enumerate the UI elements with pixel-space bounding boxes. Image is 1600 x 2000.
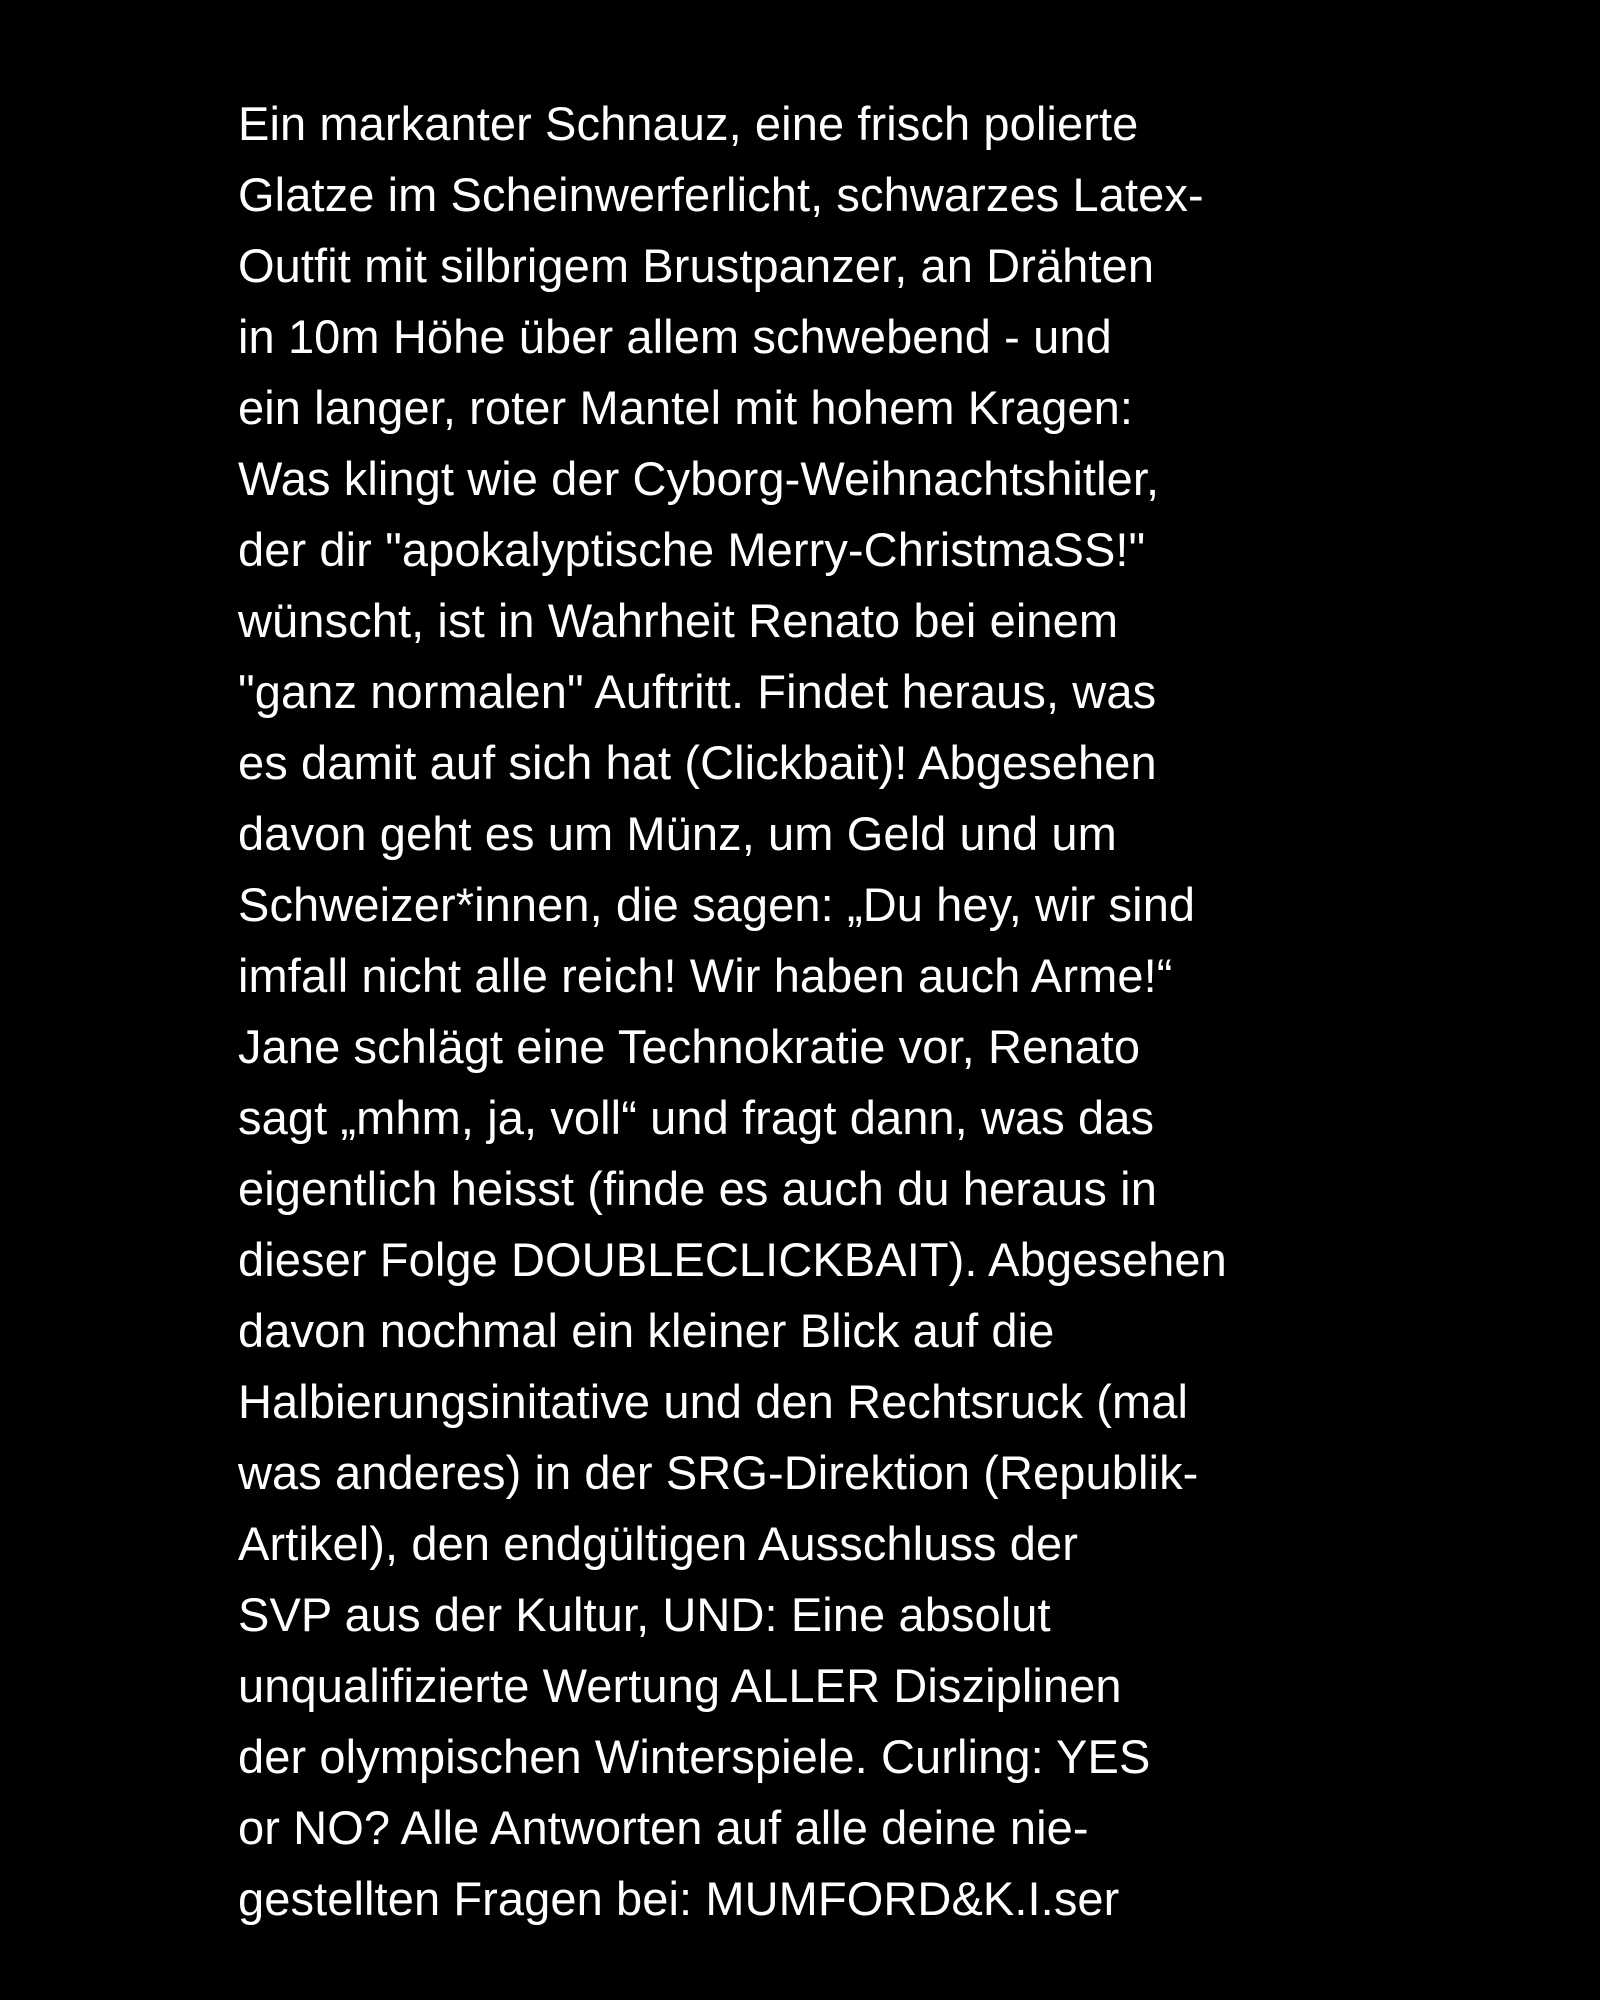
text-line: ein langer, roter Mantel mit hohem Kragen: [238, 381, 1134, 434]
text-line: der dir "apokalyptische Merry-ChristmaSS!" [238, 523, 1146, 576]
text-line: Was klingt wie der Cyborg-Weihnachtshitler, [238, 452, 1160, 505]
text-line: was anderes) in der SRG-Direktion (Republik- [238, 1446, 1199, 1499]
text-line: SVP aus der Kultur, UND: Eine absolut [238, 1588, 1051, 1641]
text-line: gestellten Fragen bei: MUMFORD&K.I.ser [238, 1872, 1120, 1925]
text-line: davon geht es um Münz, um Geld und um [238, 807, 1117, 860]
text-line: Ein markanter Schnauz, eine frisch polierte [238, 97, 1139, 150]
text-line: Artikel), den endgültigen Ausschluss der [238, 1517, 1079, 1570]
text-line: Glatze im Scheinwerferlicht, schwarzes Latex- [238, 168, 1204, 221]
text-line: Schweizer*innen, die sagen: „Du hey, wir sind [238, 878, 1196, 931]
text-line: sagt „mhm, ja, voll“ und fragt dann, was das [238, 1091, 1155, 1144]
text-line: unqualifizierte Wertung ALLER Disziplinen [238, 1659, 1122, 1712]
text-line: Outfit mit silbrigem Brustpanzer, an Drähten [238, 239, 1155, 292]
text-line: "ganz normalen" Auftritt. Findet heraus, was [238, 665, 1157, 718]
text-line: davon nochmal ein kleiner Blick auf die [238, 1304, 1055, 1357]
text-line: wünscht, ist in Wahrheit Renato bei einem [238, 594, 1119, 647]
text-line: dieser Folge DOUBLECLICKBAIT). Abgesehen [238, 1233, 1227, 1286]
text-line: Halbierungsinitative und den Rechtsruck (mal [238, 1375, 1189, 1428]
text-line: eigentlich heisst (finde es auch du heraus in [238, 1162, 1157, 1215]
text-line: in 10m Höhe über allem schwebend - und [238, 310, 1112, 363]
text-line: es damit auf sich hat (Clickbait)! Abgesehen [238, 736, 1157, 789]
text-line: imfall nicht alle reich! Wir haben auch Arme!“ [238, 949, 1173, 1002]
text-line: Jane schlägt eine Technokratie vor, Renato [238, 1020, 1141, 1073]
text-line: der olympischen Winterspiele. Curling: YES [238, 1730, 1151, 1783]
text-block [238, 88, 1438, 1934]
text-line: or NO? Alle Antworten auf alle deine nie- [238, 1801, 1089, 1854]
